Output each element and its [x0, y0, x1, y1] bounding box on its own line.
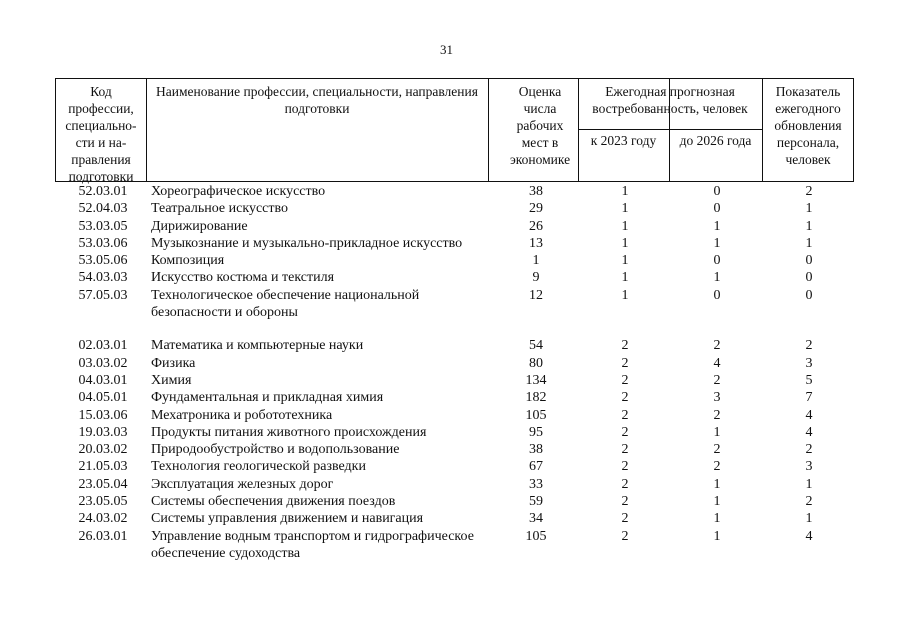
update-cell: 2	[805, 184, 813, 199]
code-cell: 52.04.03	[78, 201, 128, 217]
estimate-cell: 38	[529, 184, 543, 199]
demand-2023-cell: 2	[621, 355, 629, 371]
update-cell: 1	[805, 476, 813, 492]
demand-2026-cell: 0	[713, 287, 721, 303]
update-cell: 4	[805, 424, 813, 440]
code-cell: 04.03.01	[78, 372, 128, 388]
header-divider	[146, 79, 147, 181]
name-cell: Хореографическое искусство	[151, 184, 326, 199]
name-cell: Технологическое обеспечение национальной безопасности и обороны	[151, 287, 420, 321]
demand-2023-cell: 1	[621, 287, 629, 303]
table-row	[55, 528, 855, 563]
table-body	[55, 183, 855, 562]
name-cell: Эксплуатация железных дорог	[151, 476, 334, 492]
name-cell: Театральное искусство	[151, 201, 288, 217]
table-row	[55, 389, 855, 406]
table-row	[55, 424, 855, 441]
update-cell: 1	[805, 511, 813, 527]
update-cell: 2	[805, 338, 813, 354]
estimate-cell: 33	[529, 476, 543, 492]
code-cell: 54.03.03	[78, 270, 128, 286]
estimate-cell: 80	[529, 355, 543, 371]
table-row	[55, 218, 855, 235]
group-gap	[55, 321, 855, 337]
table-row	[55, 235, 855, 252]
demand-2026-cell: 1	[713, 494, 721, 510]
name-cell: Математика и компьютерные науки	[151, 338, 364, 354]
estimate-cell: 38	[529, 442, 543, 458]
demand-2026-cell: 1	[713, 511, 721, 527]
estimate-cell: 59	[529, 494, 543, 510]
demand-2026-cell: 0	[713, 201, 721, 217]
update-cell: 5	[805, 372, 813, 388]
name-cell: Химия	[151, 372, 192, 388]
name-cell: Системы управления движением и навигация	[151, 511, 424, 527]
update-cell: 2	[805, 442, 813, 458]
table-row	[55, 287, 855, 322]
header-to-2023: к 2023 году	[590, 133, 657, 148]
estimate-cell: 9	[532, 270, 540, 286]
estimate-cell: 67	[529, 459, 543, 475]
code-cell: 15.03.06	[78, 407, 128, 423]
estimate-cell: 26	[529, 218, 543, 234]
estimate-cell: 29	[529, 201, 543, 217]
name-cell: Искусство костюма и текстиля	[151, 270, 335, 286]
demand-2023-cell: 2	[621, 459, 629, 475]
code-cell: 23.05.04	[78, 476, 128, 492]
demand-2023-cell: 2	[621, 390, 629, 406]
table-row	[55, 355, 855, 372]
update-cell: 4	[805, 407, 813, 423]
table-row	[55, 407, 855, 424]
estimate-cell: 95	[529, 424, 543, 440]
update-cell: 7	[805, 390, 813, 406]
demand-2026-cell: 1	[713, 476, 721, 492]
table-row	[55, 200, 855, 217]
code-cell: 57.05.03	[78, 287, 128, 303]
code-cell: 23.05.05	[78, 494, 128, 510]
estimate-cell: 13	[529, 235, 543, 251]
demand-2026-cell: 4	[713, 355, 721, 371]
name-cell: Физика	[151, 355, 196, 371]
code-cell: 24.03.02	[78, 511, 128, 527]
name-cell: Системы обеспечения движения поездов	[151, 494, 396, 510]
demand-2026-cell: 2	[713, 442, 721, 458]
estimate-cell: 134	[525, 372, 547, 388]
update-cell: 4	[805, 528, 813, 544]
code-cell: 04.05.01	[78, 390, 128, 406]
demand-2026-cell: 0	[713, 184, 721, 199]
header-divider	[488, 79, 489, 181]
demand-2023-cell: 2	[621, 338, 629, 354]
header-divider	[578, 79, 579, 181]
code-cell: 03.03.02	[78, 355, 128, 371]
name-cell: Дирижирование	[151, 218, 248, 234]
update-cell: 0	[805, 253, 813, 269]
update-cell: 1	[805, 235, 813, 251]
code-cell: 20.03.02	[78, 442, 128, 458]
estimate-cell: 12	[529, 287, 543, 303]
update-cell: 3	[805, 355, 813, 371]
demand-2026-cell: 2	[713, 407, 721, 423]
demand-2026-cell: 2	[713, 459, 721, 475]
demand-2026-cell: 1	[713, 218, 721, 234]
demand-2023-cell: 1	[621, 253, 629, 269]
table-row	[55, 372, 855, 389]
demand-2026-cell: 1	[713, 270, 721, 286]
demand-2023-cell: 1	[621, 201, 629, 217]
code-cell: 53.03.05	[78, 218, 128, 234]
estimate-cell: 105	[525, 407, 547, 423]
demand-2023-cell: 1	[621, 184, 629, 199]
code-cell: 26.03.01	[78, 528, 128, 544]
demand-2023-cell: 1	[621, 235, 629, 251]
name-cell: Фундаментальная и прикладная химия	[151, 390, 384, 406]
update-cell: 1	[805, 218, 813, 234]
code-cell: 21.05.03	[78, 459, 128, 475]
demand-2023-cell: 2	[621, 494, 629, 510]
table-row	[55, 269, 855, 286]
demand-2023-cell: 1	[621, 218, 629, 234]
table-row	[55, 183, 855, 200]
header-name: Наименование профессии, специальности, направления подготовки	[156, 84, 478, 116]
header-code: Код профессии, специально-сти и на-правления подготовки	[65, 84, 137, 184]
name-cell: Продукты питания животного происхождения	[151, 424, 427, 440]
table-header	[55, 78, 854, 182]
demand-2023-cell: 2	[621, 407, 629, 423]
code-cell: 53.05.06	[78, 253, 128, 269]
code-cell: 52.03.01	[78, 184, 128, 199]
update-cell: 2	[805, 494, 813, 510]
demand-2026-cell: 2	[713, 338, 721, 354]
header-update: Показатель ежегодного обновления персонала, человек	[774, 84, 842, 167]
name-cell: Мехатроника и робототехника	[151, 407, 333, 423]
estimate-cell: 105	[525, 528, 547, 544]
name-cell: Музыкознание и музыкально-прикладное искусство	[151, 235, 463, 251]
update-cell: 0	[805, 270, 813, 286]
table-row	[55, 476, 855, 493]
name-cell: Технология геологической разведки	[151, 459, 366, 475]
estimate-cell: 54	[529, 338, 543, 354]
header-divider	[578, 129, 762, 130]
demand-2023-cell: 2	[621, 528, 629, 544]
demand-2023-cell: 2	[621, 424, 629, 440]
update-cell: 0	[805, 287, 813, 303]
estimate-cell: 182	[525, 390, 547, 406]
demand-2026-cell: 2	[713, 372, 721, 388]
demand-2023-cell: 2	[621, 476, 629, 492]
demand-2023-cell: 2	[621, 442, 629, 458]
table-row	[55, 493, 855, 510]
demand-2026-cell: 1	[713, 424, 721, 440]
demand-2023-cell: 1	[621, 270, 629, 286]
demand-2026-cell: 1	[713, 235, 721, 251]
demand-2026-cell: 3	[713, 390, 721, 406]
table-row	[55, 252, 855, 269]
demand-2023-cell: 2	[621, 372, 629, 388]
code-cell: 02.03.01	[78, 338, 128, 354]
table-row	[55, 510, 855, 527]
page-number: 31	[440, 42, 453, 57]
code-cell: 19.03.03	[78, 424, 128, 440]
demand-2026-cell: 0	[713, 253, 721, 269]
update-cell: 3	[805, 459, 813, 475]
demand-2026-cell: 1	[713, 528, 721, 544]
update-cell: 1	[805, 201, 813, 217]
estimate-cell: 34	[529, 511, 543, 527]
code-cell: 53.03.06	[78, 235, 128, 251]
estimate-cell: 1	[532, 253, 540, 269]
name-cell: Управление водным транспортом и гидрографическое обеспечение судоходства	[151, 528, 474, 561]
demand-2023-cell: 2	[621, 511, 629, 527]
name-cell: Природообустройство и водопользование	[151, 442, 400, 458]
table-row	[55, 441, 855, 458]
header-to-2026: до 2026 года	[679, 133, 752, 148]
header-demand: Ежегодная прогнозная востребованность, человек	[592, 84, 748, 116]
name-cell: Композиция	[151, 253, 225, 269]
table-row	[55, 337, 855, 354]
table-row	[55, 458, 855, 475]
header-estimate: Оценка числа рабочих мест в экономике	[509, 84, 571, 167]
